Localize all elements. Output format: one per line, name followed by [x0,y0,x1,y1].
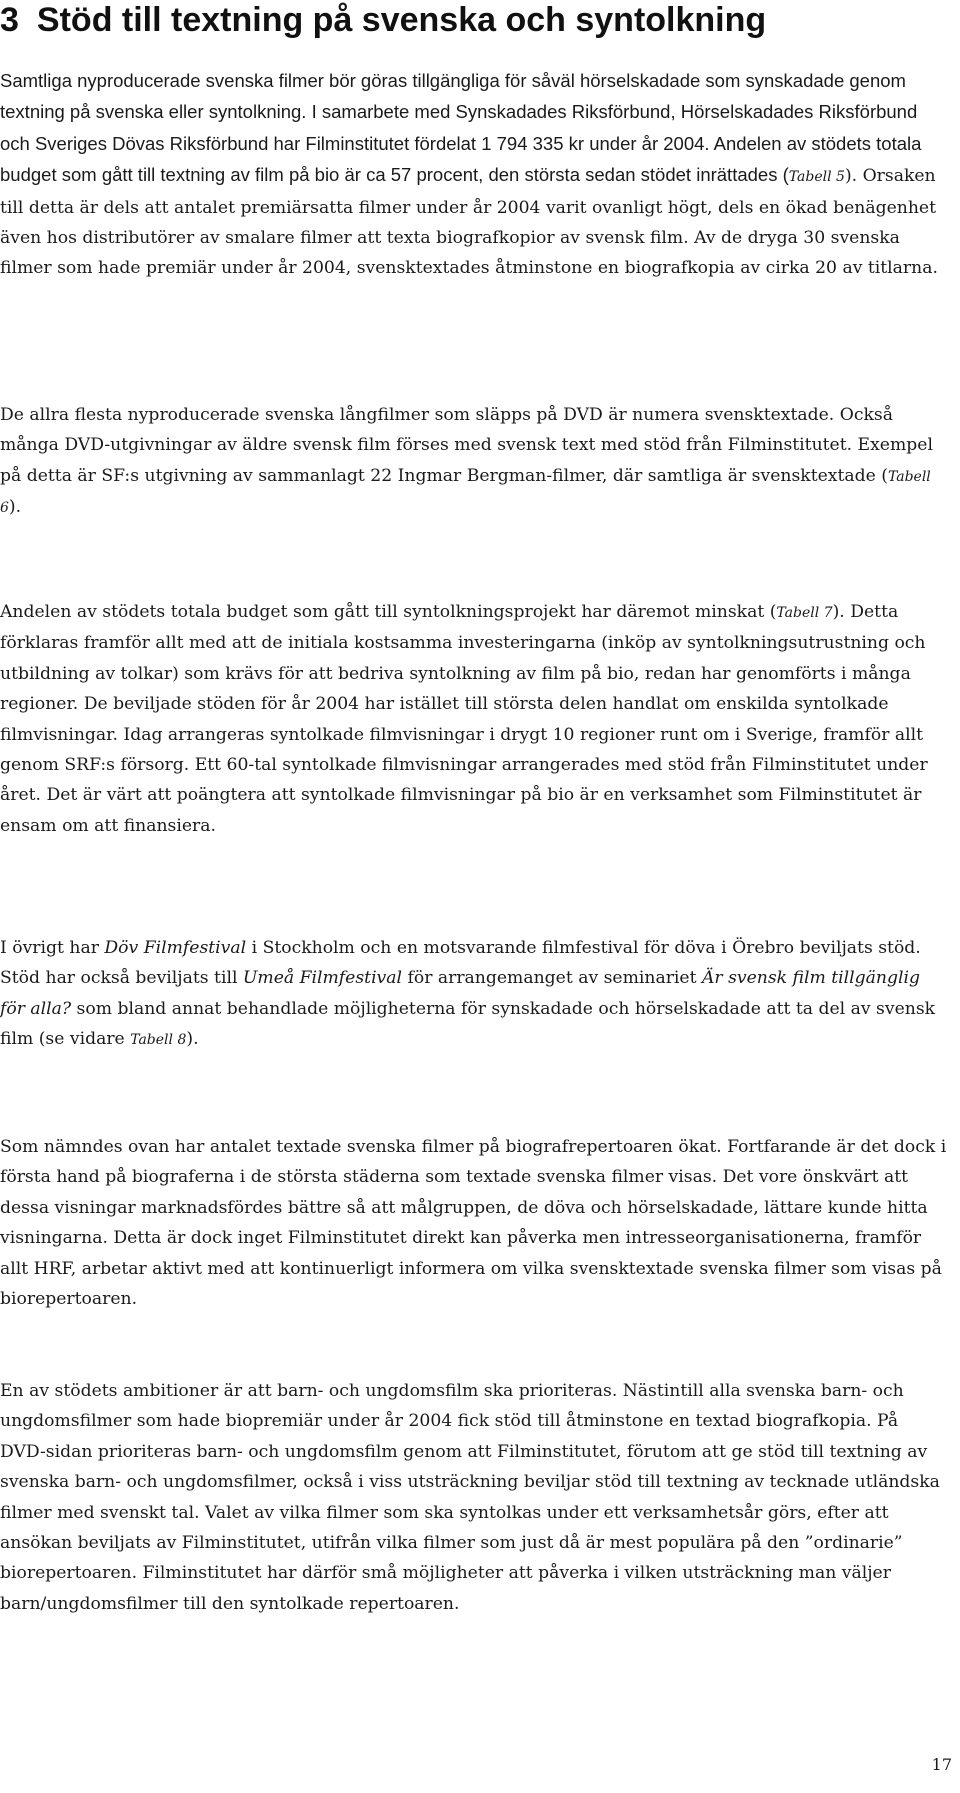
paragraph-3 [0,597,948,841]
table-ref-6: Tabell 6 [0,468,931,517]
paragraph-3-rest: ). Detta förklaras framför allt med att de initiala kostsamma investeringarna (inköp av syntolkningsutrustning och utbildning av tolkar) som krävs för att bedriva syntolkning av film på bio, redan har genomförts i många regioner. De beviljade stöden för år 2004 har istället till största delen handlat om enskilda syntolkade filmvisningar. Idag arrangeras syntolkade filmvisningar i drygt 10 regioner runt om i Sverige, framför allt genom SRF:s försorg. Ett 60-tal syntolkade filmvisningar arrangerades med stöd från Filminstitutet under året. Det är värt att poängtera att syntolkade filmvisningar på bio är en verksamhet som Filminstitutet är ensam om att finansiera. [0,602,928,836]
seminar-title: Är svensk film tillgänglig för alla? [0,968,920,1019]
paragraph-2-text: De allra flesta nyproducerade svenska långfilmer som släpps på DVD är numera svensktextade. Också många DVD-utgivningar av äldre svensk film förses med svensk text med stöd från Filminstitutet. Exempel på detta är SF:s utgivning av sammanlagt 22 Ingmar Bergman-filmer, där samtliga är svensktextade ( [0,405,933,486]
paragraph-5 [0,1132,948,1314]
table-ref-7: Tabell 7 [776,605,833,621]
paragraph-4-a: I övrigt har [0,938,105,958]
paragraph-3-text: Andelen av stödets totala budget som gått till syntolkningsprojekt har däremot minskat ( [0,602,777,622]
festival-name-umea: Umeå Filmfestival [242,968,403,989]
section-heading [0,0,960,40]
paragraph-4-c: för arrangemanget av seminariet [402,968,702,989]
paragraph-5-text: Som nämndes ovan har antalet textade svenska filmer på biografrepertoaren ökat. Fortfarande är det dock i första hand på biograferna i de största städerna som textade svenska filmer visas. Det vore önskvärt att dessa visningar marknadsfördes bättre så att målgruppen, de döva och hörselskadade, lättare kunde hitta visningarna. Detta är dock inget Filminstitutet direkt kan påverka men intresseorganisationerna, framför allt HRF, arbetar aktivt med att kontinuerligt informera om vilka svensktextade svenska filmer som visas på biorepertoaren. [0,1137,947,1310]
festival-name-dov: Döv Filmfestival [104,938,247,958]
paragraph-1-budget: Andelen av stödets totala budget som gått till textning av film på bio är ca 57 procent, den största sedan stödet inrättades ( [0,132,922,186]
table-ref-5: Tabell 5 [788,169,845,186]
paragraph-2 [0,400,948,524]
paragraph-1-intro: Samtliga nyproducerade svenska filmer bör göras tillgängliga för såväl hörselskadade som synskadade genom textning på svenska eller syntolkning. I samarbete med Synskadades Riksförbund, Hörselskadades Riksförbund och Sveriges Dövas Riksförbund har Filminstitutet fördelat 1 794 335 kr under år 2004. [0,70,918,154]
section-number: 3 [0,1,19,39]
table-ref-8: Tabell 8 [130,1032,187,1049]
paragraph-4 [0,933,948,1056]
paragraph-4-b: i Stockholm och en motsvarande filmfestival för döva i Örebro beviljats stöd. Stöd har också beviljats till [0,938,921,989]
section-title: Stöd till textning på svenska och syntolkning [36,1,767,39]
paragraph-1 [0,66,948,284]
page-number: 17 [931,1755,952,1774]
paragraph-1-rest: ). Orsaken till detta är dels att antalet premiärsatta filmer under år 2004 varit ovanligt högt, dels en ökad benägenhet även hos distributörer av smalare filmer att texta biografkopior av svensk film. Av de dryga 30 svenska filmer som hade premiär under år 2004, svensktextades åtminstone en biografkopia av cirka 20 av titlarna. [0,166,938,279]
paragraph-4-d: som bland annat behandlade möjligheterna för synskadade och hörselskadade att ta del av svensk film (se vidare [0,998,936,1050]
paragraph-6 [0,1376,948,1619]
paragraph-2-end: ). [8,497,22,518]
paragraph-4-e: ). [186,1029,199,1050]
paragraph-6-text: En av stödets ambitioner är att barn- och ungdomsfilm ska prioriteras. Nästintill alla svenska barn- och ungdomsfilmer som hade biopremiär under år 2004 fick stöd till åtminstone en textad biografkopia. På DVD-sidan prioriteras barn- och ungdomsfilm genom att Filminstitutet, förutom att ge stöd till textning av svenska barn- och ungdomsfilmer, också i viss utsträckning beviljar stöd till textning av tecknade utländska filmer med svenskt tal. Valet av vilka filmer som ska syntolkas under ett verksamhetsår görs, efter att ansökan beviljats av Filminstitutet, utifrån vilka filmer som just då är mest populära på den ”ordinarie” biorepertoaren. Filminstitutet har därför små möjligheter att påverka i vilken utsträckning man väljer barn/ungdomsfilmer till den syntolkade repertoaren. [0,1381,940,1614]
